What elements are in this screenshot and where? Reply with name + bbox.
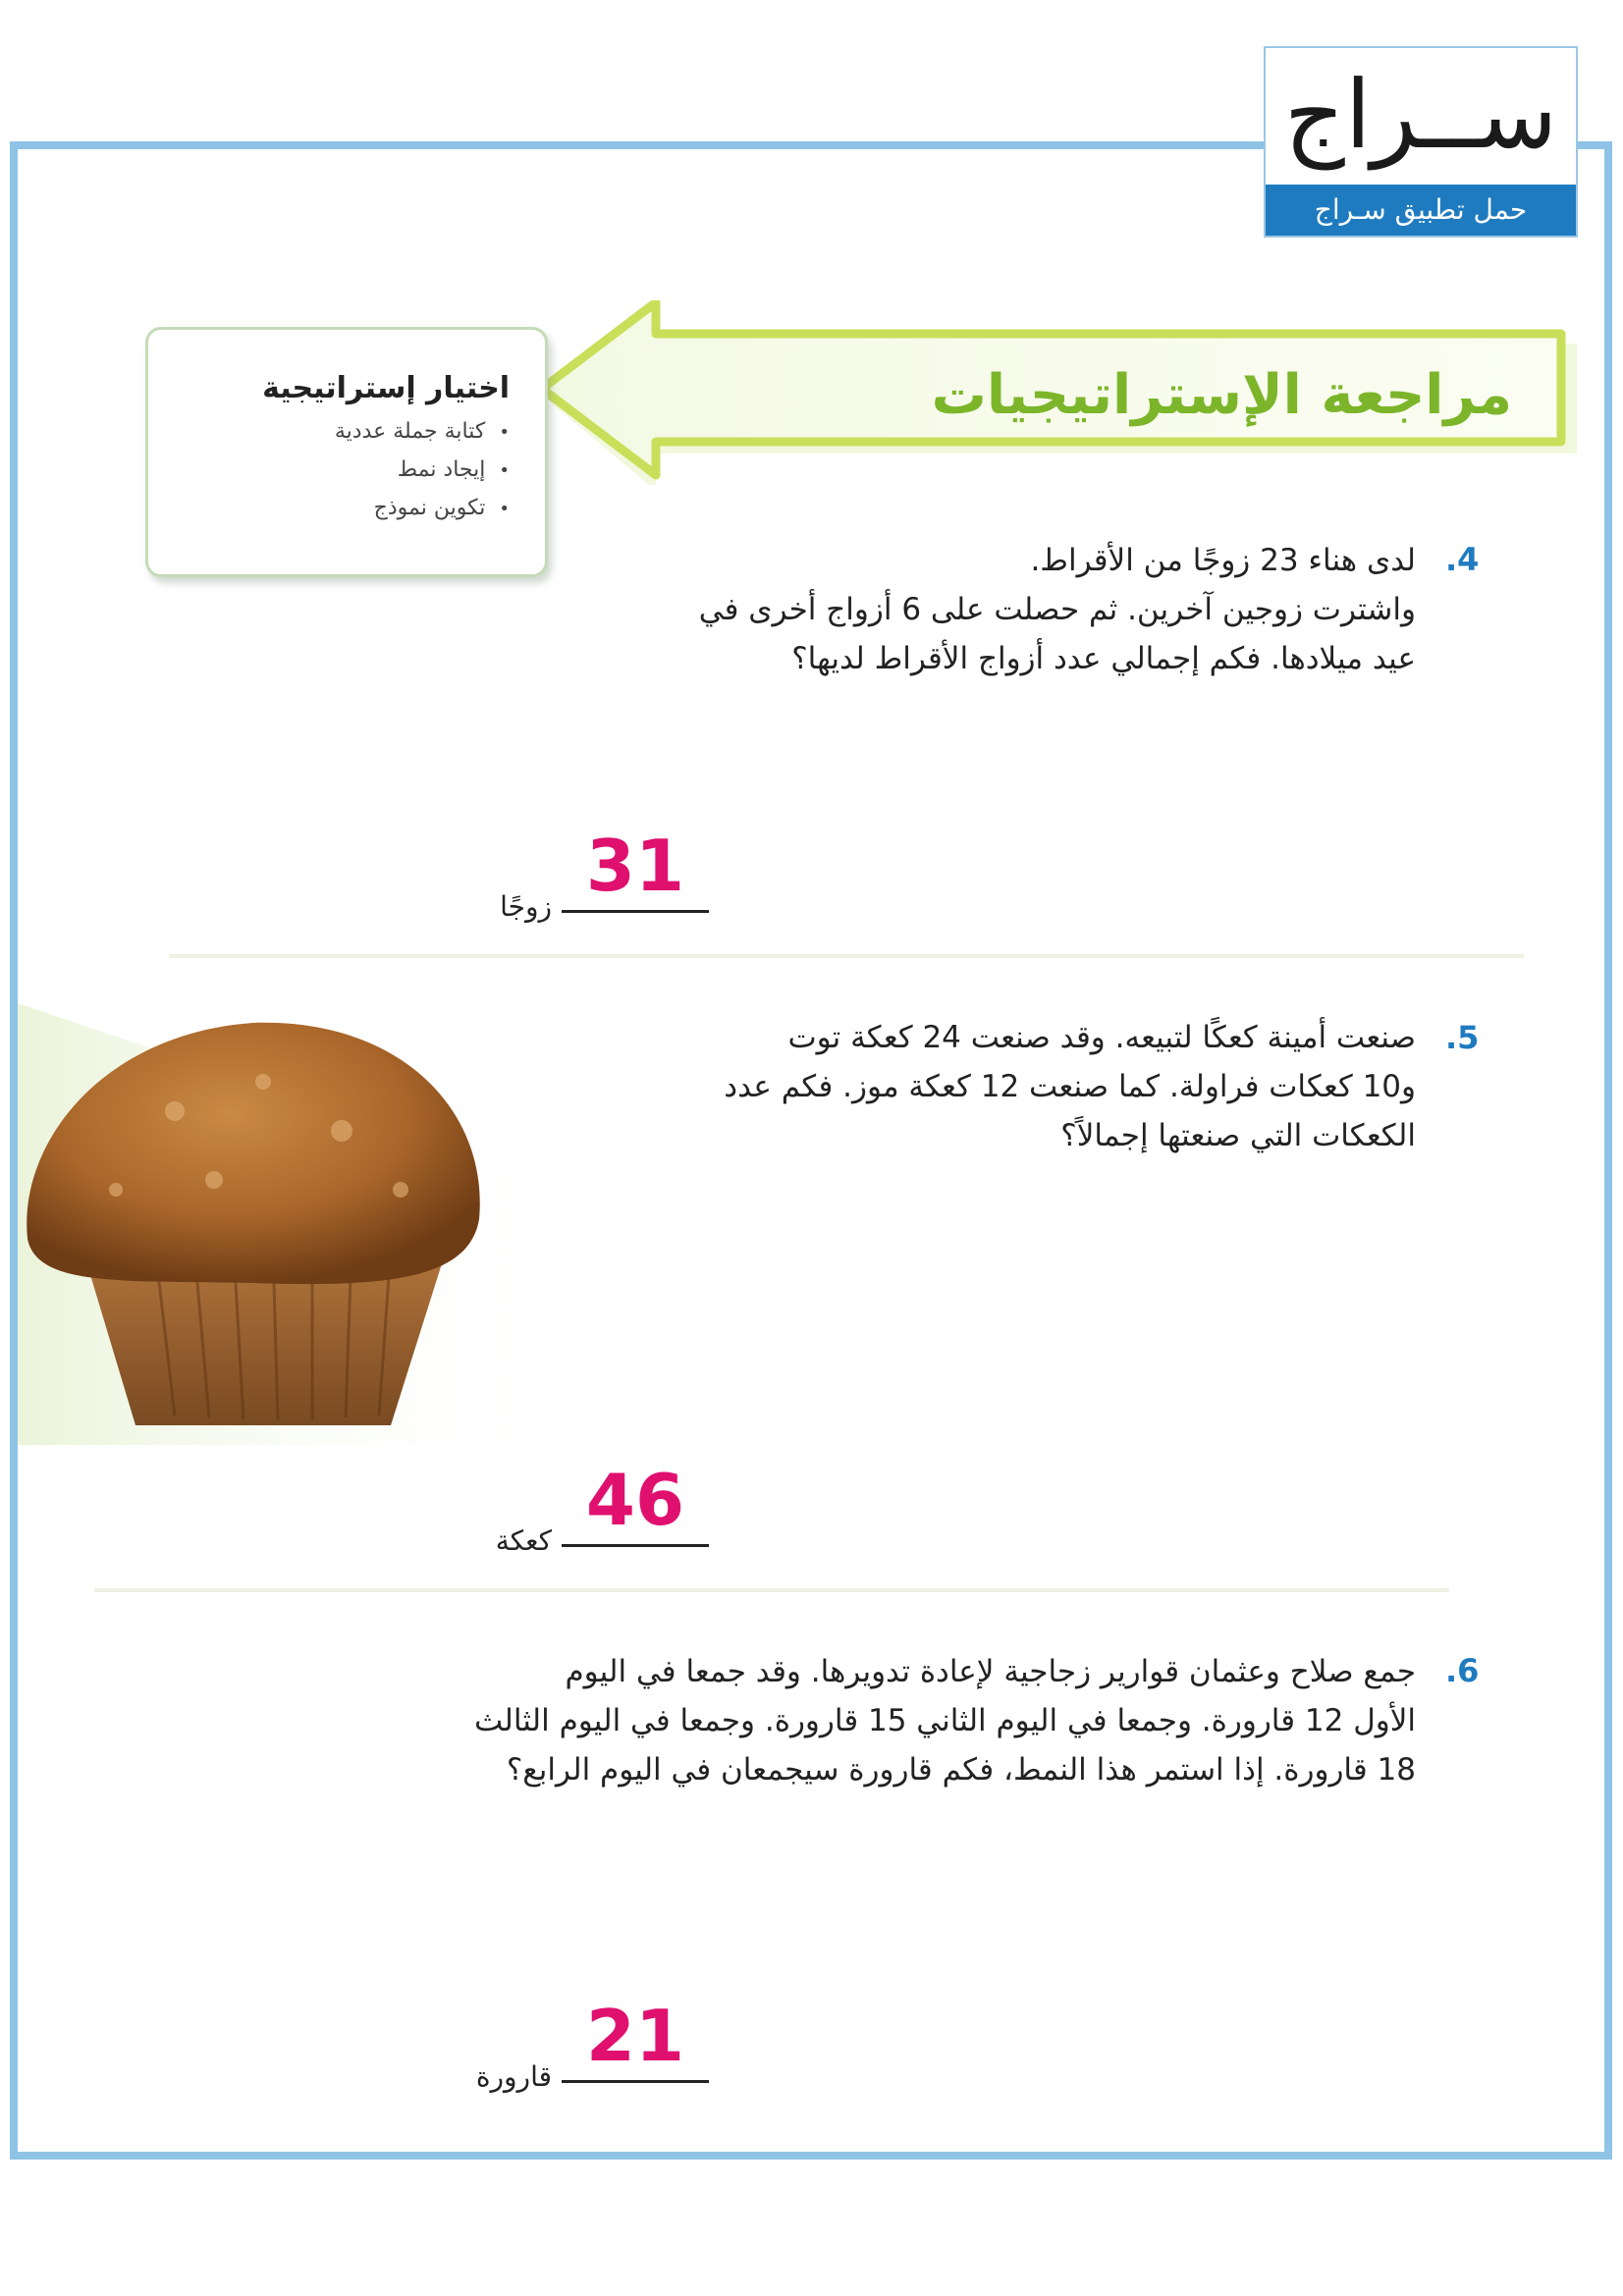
problem-line: لدى هناء 23 زوجًا من الأقراط. (1030, 543, 1416, 578)
answer-line (562, 910, 709, 913)
answer-unit: زوجًا (500, 890, 552, 923)
problem-line: 18 قارورة. إذا استمر هذا النمط، فكم قارورة سيجمعان في اليوم الرابع؟ (506, 1752, 1416, 1788)
answer-line (562, 1544, 709, 1547)
section-banner (530, 300, 1581, 485)
answer-unit: كعكة (495, 1524, 552, 1557)
strategy-item: • إيجاد نمط (168, 457, 510, 482)
problem-text (363, 1647, 1416, 1794)
logo-word: ســراج (1283, 60, 1558, 170)
answer-line (562, 2080, 709, 2083)
problem-line: عيد ميلادها. فكم إجمالي عدد أزواج الأقراط لديها؟ (791, 641, 1416, 676)
problem-number: .4 (1445, 541, 1480, 578)
problem-line: جمع صلاح وعثمان قوارير زجاجية لإعادة تدويرها. وقد جمعا في اليوم (565, 1654, 1416, 1689)
logo-tagline: حمل تطبيق سـراج (1266, 185, 1576, 236)
answer-field (475, 1995, 719, 2093)
answer-field (495, 1459, 719, 1557)
strategy-title: اختيار إستراتيجية (262, 371, 510, 405)
siraj-logo (1264, 46, 1578, 238)
answer-value: 21 (585, 1995, 685, 2077)
answer-value: 46 (585, 1459, 685, 1541)
strategy-item: • تكوين نموذج (168, 496, 510, 520)
section-title: مراجعة الإستراتيجيات (931, 363, 1512, 427)
answer-unit: قارورة (475, 2060, 552, 2093)
problem-text (461, 536, 1416, 683)
answer-field (500, 825, 719, 923)
problem-line: واشترت زوجين آخرين. ثم حصلت على 6 أزواج أخرى في (698, 592, 1416, 627)
problem-line: الأول 12 قارورة. وجمعا في اليوم الثاني 15 قارورة. وجمعا في اليوم الثالث (473, 1703, 1416, 1738)
problem-line: و10 كعكات فراولة. كما صنعت 12 كعكة موز. فكم عدد (724, 1069, 1416, 1104)
answer-value: 31 (585, 825, 685, 907)
strategy-item: • كتابة جملة عددية (168, 419, 510, 444)
separator (169, 954, 1524, 958)
problem-line: صنعت أمينة كعكًا لتبيعه. وقد صنعت 24 كعكة توت (787, 1020, 1416, 1055)
separator (94, 1588, 1449, 1592)
problem-number: .5 (1445, 1019, 1480, 1056)
problem-text (461, 1013, 1416, 1160)
problem-number: .6 (1445, 1652, 1480, 1689)
problem-line: الكعكات التي صنعتها إجمالاً؟ (1060, 1118, 1416, 1153)
